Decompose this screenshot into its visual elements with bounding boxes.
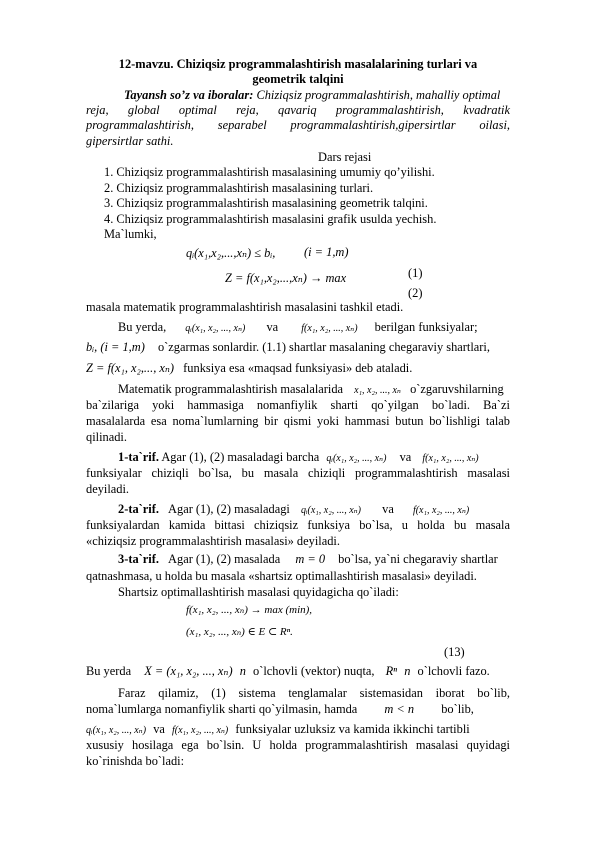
paragraph-4: Shartsiz optimallashtirish masalasi quyidagicha qo`iladi: [118, 585, 399, 599]
definition-label: 1-ta`rif. [118, 450, 159, 464]
paragraph-2-line-3 [86, 361, 412, 375]
definition-1-line-3: deyiladi. [86, 482, 130, 496]
paragraph-3-line-2: ba`zilariga yoki hammasiga nomanfiylik sharti qo`yilgan bo`ladi. Ba`zi [86, 398, 510, 412]
formula-z: Z = f(x₁, x₂,..., xₙ) [86, 361, 175, 375]
text: va [399, 450, 412, 464]
formula-f: f(x₁, x₂, ..., xₙ) [172, 725, 229, 736]
paragraph-3-line-3: masalalarda esa noma`lumlarning bir qismi yoki hammasi butun bo`lishligi talab [86, 414, 510, 428]
equation-2: Z = f(x₁,x₂,...,xₙ) → max [225, 271, 347, 285]
text: noma`lumlarga nomanfiylik sharti qo`yilmasin, hamda [86, 702, 358, 716]
formula-q: qᵢ(x₁, x₂, ..., xₙ) [86, 725, 147, 736]
definition-3-line-1 [118, 552, 498, 566]
text: va [382, 502, 394, 516]
definition-label: 2-ta`rif. [118, 502, 159, 516]
known-text: Ma`lumki, [104, 227, 157, 241]
formula-mn: m < n [384, 702, 415, 716]
text: va [153, 722, 165, 736]
paragraph-2-line-2 [86, 340, 490, 354]
formula-f: f(x₁, x₂, ..., xₙ) [422, 453, 479, 464]
text: Agar (1), (2) masaladagi barcha [161, 450, 320, 464]
equation-13-line-2: (x₁, x₂, ..., xₙ) ∈ E ⊂ Rⁿ. [186, 626, 293, 638]
title-line-2: geometrik talqini [252, 72, 344, 86]
plan-item: 4. Chiziqsiz programmalashtirish masalasini grafik usulda yechish. [104, 212, 437, 226]
title-line-1: 12-mavzu. Chiziqsiz programmalashtirish masalalarining turlari va [118, 57, 478, 71]
paragraph-6-line-3 [86, 722, 470, 738]
formula-q: qᵢ(x₁, x₂, ..., xₙ) [185, 323, 246, 334]
text: Matematik programmalashtirish masalalarida [118, 382, 344, 396]
definition-2-line-1 [118, 502, 469, 518]
text: o`zgarmas sonlardir. (1.1) shartlar masalaning chegaraviy shartlari, [157, 340, 490, 354]
text: va [266, 320, 279, 334]
formula-b: bᵢ, (i = 1,m) [86, 340, 145, 354]
text: bo`lsa, ya`ni chegaraviy shartlar [338, 552, 498, 566]
keywords-line-2: reja, global optimal reja, qavariq programmalashtirish, kvadratik [86, 103, 510, 117]
formula-f: f(x₁, x₂, ..., xₙ) [301, 323, 358, 334]
keywords-text: Chiziqsiz programmalashtirish, mahalliy optimal [256, 88, 501, 102]
text: Bu yerda [86, 664, 132, 678]
text: funksiya esa «maqsad funksiyasi» deb ataladi. [183, 361, 413, 375]
equation-1-index: (i = 1,m) [304, 245, 349, 259]
text: berilgan funksiyalar; [374, 320, 478, 334]
paragraph-6-line-5: ko`rinishda bo`ladi: [86, 754, 185, 768]
formula-m: m = 0 [295, 552, 326, 566]
equation-1: qᵢ(x₁,x₂,...,xₙ) ≤ bᵢ, [186, 246, 276, 260]
definition-label: 3-ta`rif. [118, 552, 159, 566]
paragraph-6-line-4: xususiy hosilaga ega bo`lsin. U holda programmalashtirish masalasi quyidagi [86, 738, 510, 752]
keywords-label: Tayansh so’z va iboralar: [124, 88, 254, 102]
definition-1-line-1 [118, 450, 479, 466]
formula-n: n [404, 664, 411, 678]
text: Agar (1), (2) masaladagi [168, 502, 290, 516]
equation-13-number: (13) [444, 645, 465, 659]
definition-2-line-2: funksiyalardan kamida bittasi chiziqsiz funksiya bo`lsa, u holda bu masala [86, 518, 510, 532]
paragraph-3-line-1 [118, 382, 504, 398]
keywords-line-3: programmalashtirish, separabel programmalashtirish,gipersirtlar oilasi, [86, 118, 510, 132]
paragraph-1: masala matematik programmalashtirish masalasini tashkil etadi. [86, 300, 404, 314]
keywords-line-1 [124, 88, 500, 102]
text: o`zgaruvshilarning [410, 382, 504, 396]
formula-x: x₁, x₂, ..., xₙ [354, 385, 401, 396]
paragraph-2-line-1 [118, 320, 478, 336]
formula-x: X = (x₁, x₂, ..., xₙ) [144, 664, 233, 678]
equation-13-line-1: f(x₁, x₂, ..., xₙ) → max (min), [186, 604, 313, 616]
definition-2-line-3: «chiziqsiz programmalashtirish masalasi» deyiladi. [86, 534, 340, 548]
paragraph-3-line-4: qilinadi. [86, 430, 127, 444]
definition-3-line-2: qatnashmasa, u holda bu masala «shartsiz optimallashtirish masalasi» deyiladi. [86, 569, 477, 583]
formula-n: n [239, 664, 246, 678]
paragraph-6-line-2 [86, 702, 474, 716]
plan-heading: Dars rejasi [318, 150, 372, 164]
text: Bu yerda, [118, 320, 167, 334]
definition-1-line-2: funksiyalar chiziqli bo`lsa, bu masala chiziqli programmalashtirish masalasi [86, 466, 510, 480]
plan-item: 3. Chiziqsiz programmalashtirish masalasining geometrik talqini. [104, 196, 428, 210]
paragraph-5 [86, 664, 490, 678]
plan-item: 1. Chiziqsiz programmalashtirish masalasining umumiy qo’yilishi. [104, 165, 435, 179]
equation-2-number: (2) [408, 286, 423, 300]
formula-q: qᵢ(x₁, x₂, ..., xₙ) [326, 453, 387, 464]
text: o`lchovli fazo. [417, 664, 490, 678]
formula-q: qᵢ(x₁, x₂, ..., xₙ) [300, 505, 362, 516]
equation-1-number: (1) [408, 266, 423, 280]
paragraph-6-line-1: Faraz qilamiz, (1) sistema tenglamalar sistemasidan iborat bo`lib, [118, 686, 510, 700]
text: o`lchovli (vektor) nuqta, [253, 664, 375, 678]
text: bo`lib, [441, 702, 474, 716]
formula-r: Rⁿ [385, 664, 398, 678]
text: funksiyalar uzluksiz va kamida ikkinchi tartibli [235, 722, 470, 736]
plan-item: 2. Chiziqsiz programmalashtirish masalasining turlari. [104, 181, 374, 195]
text: Agar (1), (2) masalada [168, 552, 281, 566]
keywords-line-4: gipersirtlar sathi. [86, 134, 174, 148]
formula-f: f(x₁, x₂, ..., xₙ) [412, 505, 470, 516]
